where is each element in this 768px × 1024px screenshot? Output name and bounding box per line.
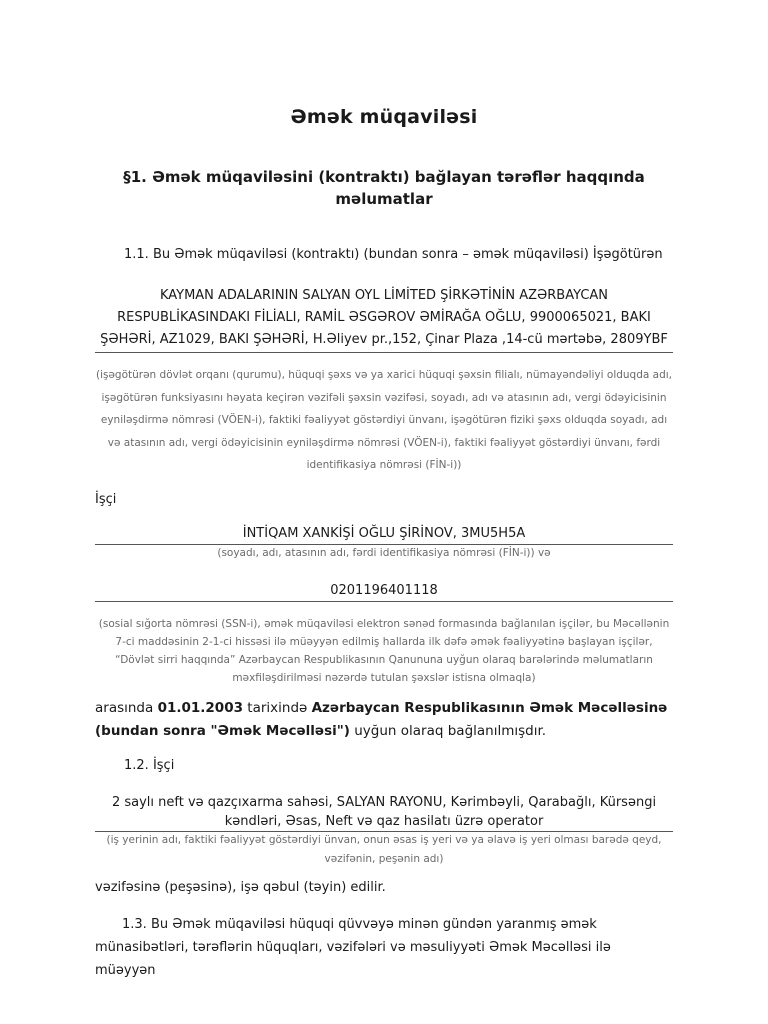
position-line: vəzifəsinə (peşəsinə), işə qəbul (təyin) edilir. <box>95 880 386 895</box>
agreement-prefix: arasında <box>95 700 158 716</box>
ssn-field-note: (sosial sığorta nömrəsi (SSN-i), əmək müqaviləsi elektron sənəd formasında bağlanılan işçilər, bu Məcəllənin 7-ci maddəsinin 2-1-ci hissəsi ilə müəyyən edilmiş hallarda ilk dəfə əmək fəaliyyətinə başlayan işçilər, “Dövlət sirri haqqında” Azərbaycan Respublikasının Qanununa uyğun olaraq barələrində məlumatların məxfiləşdirilməsi nəzərdə tutulan şəxslər istisna olmaqla) <box>98 618 670 684</box>
employer-details-field: KAYMAN ADALARININ SALYAN OYL LİMİTED ŞİRKƏTİNİN AZƏRBAYCAN RESPUBLİKASINDAKI FİLİALI, RAMİL ƏSGƏROV ƏMİRAĞA OĞLU, 9900065021, BAKI ŞƏHƏRİ, AZ1029, BAKI ŞƏHƏRİ, H.Əliyev pr.,152, Çinar Plaza ,14-cü mərtəbə, 2809YBF <box>95 285 673 353</box>
section-1-heading: §1. Əmək müqaviləsini (kontraktı) bağlayan tərəflər haqqında məlumatlar <box>123 168 645 208</box>
clause-1-3: 1.3. Bu Əmək müqaviləsi hüquqi qüvvəyə minən gündən yaranmış əmək münasibətləri, tərəflərin hüquqları, vəzifələri və məsuliyyəti Əmək Məcəlləsi ilə müəyyən <box>95 917 611 978</box>
document-title: Əmək müqaviləsi <box>290 106 478 128</box>
ssn-field: 0201196401118 <box>95 581 673 602</box>
agreement-mid: tarixində <box>242 700 312 716</box>
clause-1-1: 1.1. Bu Əmək müqaviləsi (kontraktı) (bundan sonra – əmək müqaviləsi) İşəgötürən <box>124 247 663 262</box>
employer-field-note: (işəgötürən dövlət orqanı (qurumu), hüquqi şəxs və ya xarici hüquqi şəxsin filialı, nümayəndəliyi olduqda adı, işəgötürən funksiyasını həyata keçirən vəzifəli şəxsin vəzifəsi, soyadı, adı və atasının adı, vergi ödəyicisinin eyniləşdirmə nömrəsi (VÖEN-i), faktiki fəaliyyət göstərdiyi ünvanı, işəgötürən fiziki şəxs olduqda soyadı, adı və atasının adı, vergi ödəyicisinin eyniləşdirmə nömrəsi (VÖEN-i), faktiki fəaliyyət göstərdiyi ünvanı, fərdi identifikasiya nömrəsi (FİN-i)) <box>95 369 673 471</box>
agreement-statement <box>95 697 673 743</box>
employee-field-note: (soyadı, adı, atasının adı, fərdi identifikasiya nömrəsi (FİN-i)) və <box>217 547 551 559</box>
employee-label: İşçi <box>95 492 117 507</box>
employee-details-field: İNTİQAM XANKİŞİ OĞLU ŞİRİNOV, 3MU5H5A <box>95 524 673 545</box>
agreement-date: 01.01.2003 <box>157 700 243 716</box>
clause-1-2: 1.2. İşçi <box>124 758 175 773</box>
workplace-field-note: (iş yerinin adı, faktiki fəaliyyət göstərdiyi ünvan, onun əsas iş yeri və ya əlavə iş yeri olması barədə qeyd, vəzifənin, peşənin adı) <box>106 834 662 865</box>
labor-code-reference: Azərbaycan Respublikasının Əmək Məcəlləsinə (bundan sonra "Əmək Məcəlləsi") <box>95 700 668 739</box>
agreement-suffix: uyğun olaraq bağlanılmışdır. <box>349 723 547 739</box>
workplace-details-field: 2 saylı neft və qazçıxarma sahəsi, SALYAN RAYONU, Kərimbəyli, Qarabağlı, Kürsəngi kəndləri, Əsas, Neft və qaz hasilatı üzrə operator <box>95 793 673 832</box>
